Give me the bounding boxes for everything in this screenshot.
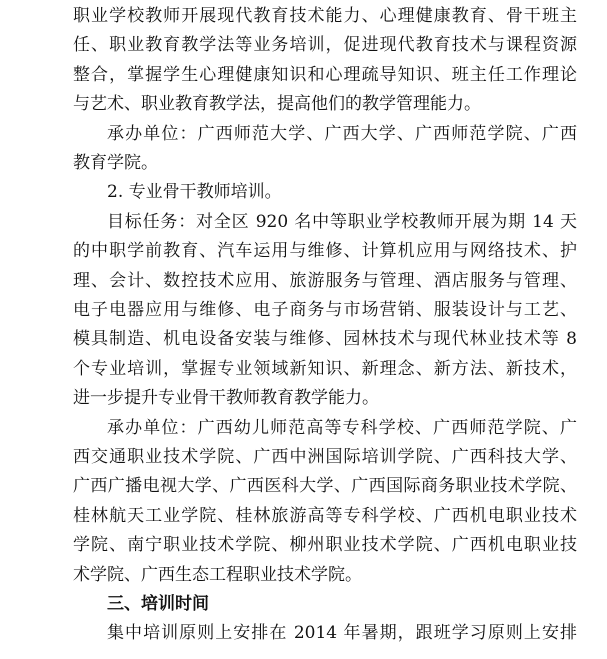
text-line: 广西广播电视大学、广西医科大学、广西国际商务职业技术学院、 — [73, 476, 577, 497]
text-line: 西交通职业技术学院、广西中洲国际培训学院、广西科技大学、 — [73, 447, 577, 467]
text-line: 教育学院。 — [73, 153, 158, 173]
text-line: 与艺术、职业教育教学法，提高他们的教学管理能力。 — [73, 94, 481, 115]
text-line: 桂林航天工业学院、桂林旅游高等专科学校、广西机电职业技术 — [73, 505, 577, 526]
text-line: 承办单位：广西幼儿师范高等专科学校、广西师范学院、广 — [107, 417, 577, 438]
text-line: 进一步提升专业骨干教师教育教学能力。 — [73, 388, 379, 409]
text-line: 的中职学前教育、汽车运用与维修、计算机应用与网络技术、护 — [73, 241, 577, 262]
section-heading: 三、培训时间 — [107, 594, 209, 614]
text-line: 术学院、广西生态工程职业技术学院。 — [73, 564, 362, 585]
text-line: 学院、南宁职业技术学院、柳州职业技术学院、广西机电职业技 — [73, 535, 577, 556]
text-line: 集中培训原则上安排在 2014 年暑期，跟班学习原则上安排 — [107, 623, 577, 644]
text-line: 承办单位：广西师范大学、广西大学、广西师范学院、广西 — [107, 123, 577, 144]
text-line: 目标任务：对全区 920 名中等职业学校教师开展为期 14 天 — [107, 211, 577, 232]
text-line: 理、会计、数控技术应用、旅游服务与管理、酒店服务与管理、 — [73, 270, 577, 291]
text-line: 模具制造、机电设备安装与维修、园林技术与现代林业技术等 8 — [73, 329, 577, 350]
text-line: 电子电器应用与维修、电子商务与市场营销、服装设计与工艺、 — [73, 300, 577, 320]
text-line: 职业学校教师开展现代教育技术能力、心理健康教育、骨干班主 — [73, 6, 577, 26]
text-line: 个专业培训，掌握专业领域新知识、新理念、新方法、新技术， — [73, 358, 577, 379]
section-subheading: 2. 专业骨干教师培训。 — [107, 182, 282, 203]
text-line: 任、职业教育教学法等业务培训，促进现代教育技术与课程资源 — [73, 35, 577, 56]
text-line: 整合，掌握学生心理健康知识和心理疏导知识、班主任工作理论 — [73, 64, 577, 85]
